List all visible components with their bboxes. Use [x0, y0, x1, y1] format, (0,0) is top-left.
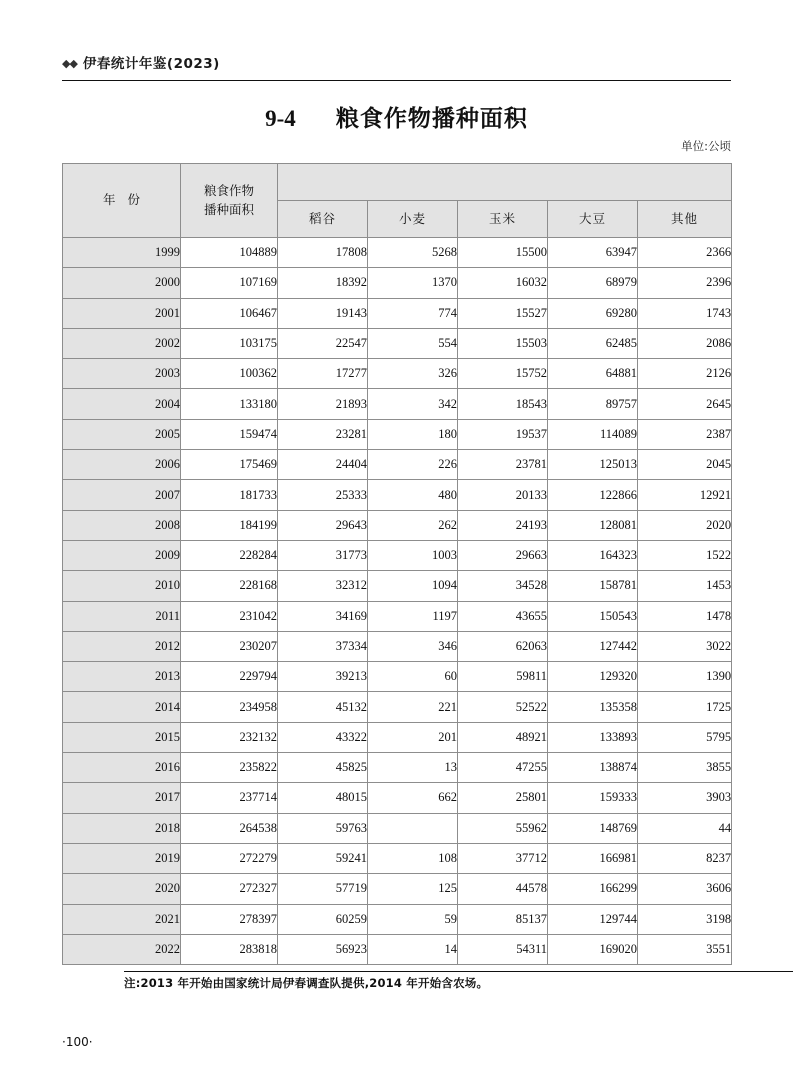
cell-wheat: 1197: [368, 601, 458, 631]
table-row: [63, 904, 732, 934]
cell-other: 8237: [638, 843, 732, 873]
cell-other: 3551: [638, 934, 732, 964]
cell-year: 2017: [63, 783, 181, 813]
cell-soybean: 122866: [548, 480, 638, 510]
cell-year: 1999: [63, 238, 181, 268]
cell-other: 2645: [638, 389, 732, 419]
cell-soybean: 129320: [548, 662, 638, 692]
cell-soybean: 62485: [548, 328, 638, 358]
cell-corn: 52522: [458, 692, 548, 722]
cell-total-area: 272327: [181, 874, 278, 904]
page-title: [0, 100, 793, 133]
cell-year: 2009: [63, 540, 181, 570]
cell-other: 3903: [638, 783, 732, 813]
cell-corn: 15503: [458, 328, 548, 358]
header-divider: [62, 80, 731, 81]
cell-other: 2387: [638, 419, 732, 449]
running-head-title: 伊春统计年鉴(2023): [82, 56, 220, 72]
cell-other: 2366: [638, 238, 732, 268]
cell-year: 2016: [63, 753, 181, 783]
table-row: [63, 662, 732, 692]
cell-rice: 24404: [278, 450, 368, 480]
cell-soybean: 68979: [548, 268, 638, 298]
cell-year: 2005: [63, 419, 181, 449]
cell-wheat: 59: [368, 904, 458, 934]
cell-rice: 48015: [278, 783, 368, 813]
cell-rice: 39213: [278, 662, 368, 692]
cell-year: 2013: [63, 662, 181, 692]
cell-other: 3855: [638, 753, 732, 783]
cell-rice: 59763: [278, 813, 368, 843]
table-row: [63, 268, 732, 298]
cell-rice: 32312: [278, 571, 368, 601]
cell-total-area: 264538: [181, 813, 278, 843]
col-header-year: 年 份: [63, 164, 181, 238]
cell-other: 1522: [638, 540, 732, 570]
cell-wheat: 342: [368, 389, 458, 419]
col-header-corn: 玉米: [458, 201, 548, 238]
cell-rice: 59241: [278, 843, 368, 873]
cell-rice: 22547: [278, 328, 368, 358]
cell-other: 1725: [638, 692, 732, 722]
cell-rice: 57719: [278, 874, 368, 904]
cell-corn: 48921: [458, 722, 548, 752]
cell-corn: 47255: [458, 753, 548, 783]
cell-wheat: 201: [368, 722, 458, 752]
table-row: [63, 389, 732, 419]
cell-total-area: 107169: [181, 268, 278, 298]
table-row: [63, 571, 732, 601]
cell-corn: 29663: [458, 540, 548, 570]
cell-corn: 25801: [458, 783, 548, 813]
table-row: [63, 450, 732, 480]
cell-year: 2006: [63, 450, 181, 480]
cell-total-area: 231042: [181, 601, 278, 631]
cell-other: 12921: [638, 480, 732, 510]
cell-corn: 44578: [458, 874, 548, 904]
cell-soybean: 114089: [548, 419, 638, 449]
cell-corn: 24193: [458, 510, 548, 540]
table-bottom-rule: [124, 971, 793, 972]
cell-wheat: 1094: [368, 571, 458, 601]
table-row: [63, 238, 732, 268]
table-row: [63, 359, 732, 389]
cell-wheat: 5268: [368, 238, 458, 268]
cell-corn: 18543: [458, 389, 548, 419]
cell-soybean: 64881: [548, 359, 638, 389]
cell-other: 1453: [638, 571, 732, 601]
col-header-wheat: 小麦: [368, 201, 458, 238]
cell-soybean: 63947: [548, 238, 638, 268]
cell-wheat: 262: [368, 510, 458, 540]
cell-total-area: 184199: [181, 510, 278, 540]
table-row: [63, 631, 732, 661]
cell-total-area: 133180: [181, 389, 278, 419]
col-header-group-blank: [278, 164, 732, 201]
cell-rice: 56923: [278, 934, 368, 964]
cell-rice: 19143: [278, 298, 368, 328]
table-row: [63, 722, 732, 752]
cell-other: 2020: [638, 510, 732, 540]
table-row: [63, 328, 732, 358]
cell-year: 2012: [63, 631, 181, 661]
cell-year: 2001: [63, 298, 181, 328]
cell-rice: 25333: [278, 480, 368, 510]
cell-soybean: 166299: [548, 874, 638, 904]
page-title-number: 9-4: [265, 106, 296, 131]
table-row: [63, 753, 732, 783]
cell-total-area: 228284: [181, 540, 278, 570]
cell-other: 2126: [638, 359, 732, 389]
cell-corn: 43655: [458, 601, 548, 631]
cell-other: 3198: [638, 904, 732, 934]
cell-soybean: 127442: [548, 631, 638, 661]
table-body: [63, 238, 732, 965]
cell-year: 2007: [63, 480, 181, 510]
cell-year: 2018: [63, 813, 181, 843]
cell-corn: 62063: [458, 631, 548, 661]
cell-soybean: 128081: [548, 510, 638, 540]
cell-rice: 60259: [278, 904, 368, 934]
cell-other: 5795: [638, 722, 732, 752]
cell-other: 1743: [638, 298, 732, 328]
cell-rice: 45825: [278, 753, 368, 783]
col-header-total-area: 粮食作物 播种面积: [181, 164, 278, 238]
cell-rice: 43322: [278, 722, 368, 752]
cell-soybean: 148769: [548, 813, 638, 843]
cell-rice: 45132: [278, 692, 368, 722]
cell-rice: 29643: [278, 510, 368, 540]
cell-corn: 54311: [458, 934, 548, 964]
cell-year: 2015: [63, 722, 181, 752]
table-row: [63, 601, 732, 631]
statistics-table-wrapper: [62, 163, 732, 990]
cell-year: 2002: [63, 328, 181, 358]
cell-total-area: 283818: [181, 934, 278, 964]
table-row: [63, 783, 732, 813]
cell-rice: 21893: [278, 389, 368, 419]
unit-note: 单位:公顷: [681, 139, 731, 153]
cell-year: 2019: [63, 843, 181, 873]
cell-wheat: 346: [368, 631, 458, 661]
cell-rice: 34169: [278, 601, 368, 631]
cell-soybean: 138874: [548, 753, 638, 783]
cell-wheat: 108: [368, 843, 458, 873]
cell-year: 2004: [63, 389, 181, 419]
cell-rice: 37334: [278, 631, 368, 661]
table-row: [63, 843, 732, 873]
cell-total-area: 229794: [181, 662, 278, 692]
table-header-row-1: [63, 164, 732, 201]
page-title-text: 粮食作物播种面积: [335, 106, 528, 132]
cell-other: 2086: [638, 328, 732, 358]
cell-total-area: 237714: [181, 783, 278, 813]
cell-year: 2010: [63, 571, 181, 601]
cell-corn: 23781: [458, 450, 548, 480]
cell-wheat: 14: [368, 934, 458, 964]
cell-soybean: 135358: [548, 692, 638, 722]
cell-corn: 15500: [458, 238, 548, 268]
col-header-other: 其他: [638, 201, 732, 238]
cell-wheat: 326: [368, 359, 458, 389]
col-header-rice: 稻谷: [278, 201, 368, 238]
cell-corn: 15527: [458, 298, 548, 328]
statistics-table: [62, 163, 732, 965]
cell-soybean: 150543: [548, 601, 638, 631]
cell-corn: 34528: [458, 571, 548, 601]
cell-soybean: 89757: [548, 389, 638, 419]
cell-total-area: 175469: [181, 450, 278, 480]
cell-total-area: 181733: [181, 480, 278, 510]
table-row: [63, 692, 732, 722]
cell-wheat: 226: [368, 450, 458, 480]
cell-corn: 19537: [458, 419, 548, 449]
cell-year: 2008: [63, 510, 181, 540]
cell-soybean: 133893: [548, 722, 638, 752]
cell-wheat: 774: [368, 298, 458, 328]
cell-soybean: 166981: [548, 843, 638, 873]
cell-rice: 23281: [278, 419, 368, 449]
cell-soybean: 164323: [548, 540, 638, 570]
cell-other: 2045: [638, 450, 732, 480]
table-row: [63, 419, 732, 449]
cell-total-area: 104889: [181, 238, 278, 268]
cell-total-area: 228168: [181, 571, 278, 601]
cell-rice: 31773: [278, 540, 368, 570]
cell-wheat: 180: [368, 419, 458, 449]
cell-year: 2011: [63, 601, 181, 631]
cell-corn: 59811: [458, 662, 548, 692]
table-head: [63, 164, 732, 238]
cell-other: 44: [638, 813, 732, 843]
table-footnote: 注:2013 年开始由国家统计局伊春调查队提供,2014 年开始含农场。: [124, 976, 489, 990]
cell-year: 2003: [63, 359, 181, 389]
cell-corn: 20133: [458, 480, 548, 510]
cell-wheat: 662: [368, 783, 458, 813]
cell-wheat: [368, 813, 458, 843]
cell-total-area: 100362: [181, 359, 278, 389]
cell-wheat: 125: [368, 874, 458, 904]
cell-soybean: 159333: [548, 783, 638, 813]
cell-wheat: 60: [368, 662, 458, 692]
table-row: [63, 813, 732, 843]
cell-other: 1478: [638, 601, 732, 631]
cell-wheat: 1370: [368, 268, 458, 298]
table-row: [63, 874, 732, 904]
cell-other: 3606: [638, 874, 732, 904]
cell-corn: 85137: [458, 904, 548, 934]
cell-soybean: 69280: [548, 298, 638, 328]
cell-corn: 37712: [458, 843, 548, 873]
cell-year: 2014: [63, 692, 181, 722]
cell-soybean: 125013: [548, 450, 638, 480]
cell-soybean: 169020: [548, 934, 638, 964]
cell-wheat: 554: [368, 328, 458, 358]
cell-year: 2022: [63, 934, 181, 964]
cell-year: 2000: [63, 268, 181, 298]
cell-total-area: 278397: [181, 904, 278, 934]
cell-total-area: 106467: [181, 298, 278, 328]
page-number: ·100·: [62, 1035, 93, 1049]
cell-wheat: 480: [368, 480, 458, 510]
table-row: [63, 298, 732, 328]
cell-total-area: 234958: [181, 692, 278, 722]
table-row: [63, 510, 732, 540]
cell-other: 3022: [638, 631, 732, 661]
cell-corn: 55962: [458, 813, 548, 843]
diamond-ornament-icon: ◆◆: [62, 57, 77, 70]
cell-total-area: 159474: [181, 419, 278, 449]
table-row: [63, 540, 732, 570]
cell-wheat: 1003: [368, 540, 458, 570]
cell-corn: 15752: [458, 359, 548, 389]
cell-wheat: 13: [368, 753, 458, 783]
cell-soybean: 158781: [548, 571, 638, 601]
cell-other: 1390: [638, 662, 732, 692]
cell-total-area: 235822: [181, 753, 278, 783]
cell-wheat: 221: [368, 692, 458, 722]
cell-total-area: 272279: [181, 843, 278, 873]
cell-rice: 18392: [278, 268, 368, 298]
col-header-soybean: 大豆: [548, 201, 638, 238]
cell-soybean: 129744: [548, 904, 638, 934]
cell-total-area: 232132: [181, 722, 278, 752]
cell-year: 2021: [63, 904, 181, 934]
cell-total-area: 103175: [181, 328, 278, 358]
cell-rice: 17277: [278, 359, 368, 389]
table-row: [63, 934, 732, 964]
cell-total-area: 230207: [181, 631, 278, 661]
cell-corn: 16032: [458, 268, 548, 298]
cell-year: 2020: [63, 874, 181, 904]
cell-other: 2396: [638, 268, 732, 298]
cell-rice: 17808: [278, 238, 368, 268]
running-head: [62, 58, 731, 72]
table-row: [63, 480, 732, 510]
